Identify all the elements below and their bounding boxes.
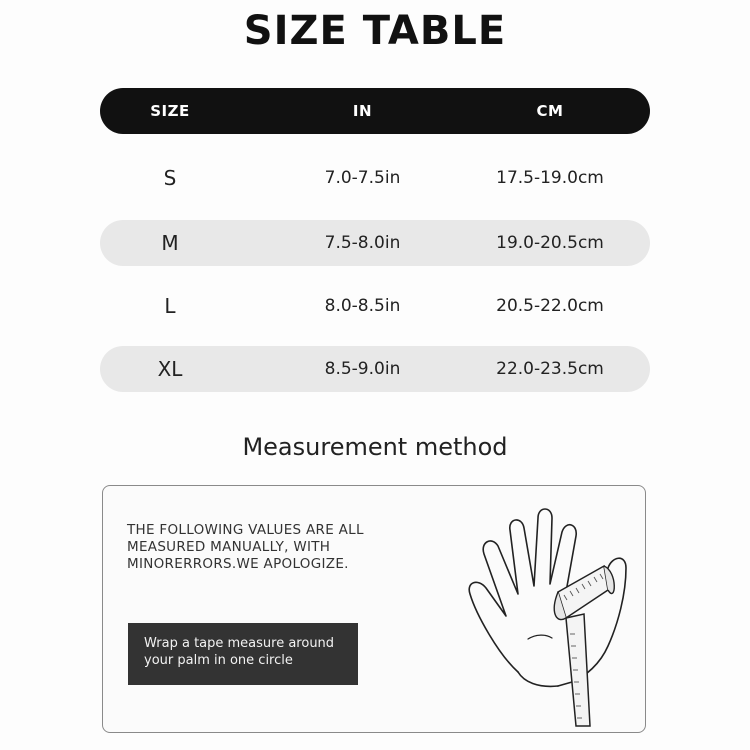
size-table-header [100,88,650,134]
size-cell: XL [157,357,183,381]
note-line: MINORERRORS.WE APOLOGIZE. [127,556,349,572]
size-cell: S [163,166,177,190]
note-line: THE FOLLOWING VALUES ARE ALL [127,522,364,538]
size-cell: M [161,231,179,255]
cm-cell: 17.5-19.0cm [496,168,604,188]
hand-with-tape-measure-icon [458,494,643,729]
measurement-panel [102,485,646,733]
disclaimer-note [127,522,417,573]
note-line: MEASURED MANUALLY, WITH [127,539,331,555]
header-cm: CM [536,102,564,120]
page-title: SIZE TABLE [243,8,507,54]
table-row-l [100,283,650,329]
inch-cell: 8.5-9.0in [324,359,401,379]
cm-cell: 20.5-22.0cm [496,296,604,316]
table-row-m [100,220,650,266]
inch-cell: 7.5-8.0in [324,233,401,253]
table-row-s [100,155,650,201]
header-size: SIZE [150,102,190,120]
instruction-callout [128,623,358,685]
cm-cell: 22.0-23.5cm [496,359,604,379]
table-row-xl [100,346,650,392]
header-in: IN [352,102,373,120]
callout-line: your palm in one circle [144,653,293,668]
callout-line: Wrap a tape measure around [144,636,335,651]
inch-cell: 8.0-8.5in [324,296,401,316]
measurement-title: Measurement method [242,433,508,461]
inch-cell: 7.0-7.5in [324,168,401,188]
cm-cell: 19.0-20.5cm [496,233,604,253]
size-cell: L [164,294,176,318]
